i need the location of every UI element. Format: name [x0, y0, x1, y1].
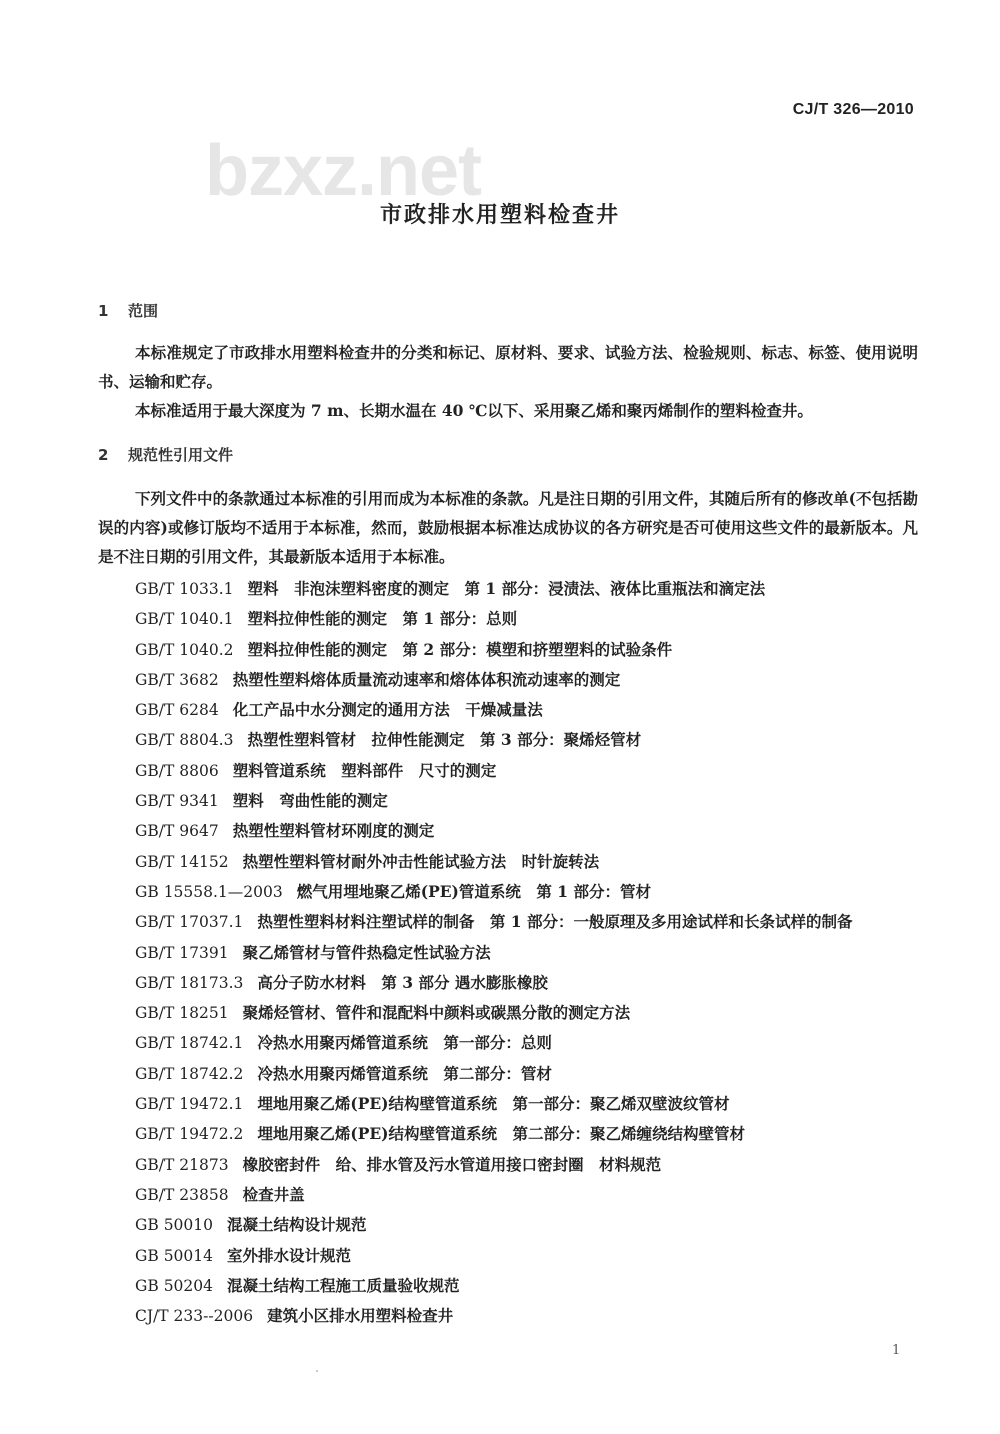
reference-title: 混凝土结构设计规范 — [227, 1215, 367, 1235]
reference-title: 塑料管道系统 塑料部件 尺寸的测定 — [232, 760, 497, 780]
reference-title: 聚乙烯管材与管件热稳定性试验方法 — [242, 942, 491, 962]
standard-code: CJ/T 326—2010 — [792, 101, 914, 118]
page-number: 1 — [892, 1343, 901, 1358]
reference-code: GB/T 6284 — [135, 701, 219, 720]
scan-artifact — [316, 1370, 318, 1372]
reference-code: GB/T 18742.1 — [135, 1034, 244, 1053]
reference-item — [98, 968, 918, 998]
reference-code: GB 15558.1—2003 — [135, 882, 283, 901]
reference-code: GB/T 1040.1 — [135, 610, 234, 629]
reference-code: CJ/T 233--2006 — [135, 1307, 254, 1326]
reference-item — [98, 1271, 918, 1301]
reference-title: 埋地用聚乙烯(PE)结构壁管道系统 第一部分：聚乙烯双壁波纹管材 — [257, 1094, 730, 1114]
reference-title: 塑料拉伸性能的测定 第 1 部分：总则 — [247, 609, 518, 629]
reference-title: 冷热水用聚丙烯管道系统 第二部分：管材 — [257, 1063, 552, 1083]
reference-title: 冷热水用聚丙烯管道系统 第一部分：总则 — [257, 1033, 552, 1053]
reference-code: GB/T 18251 — [135, 1004, 229, 1023]
reference-code: GB/T 8806 — [135, 761, 219, 780]
reference-list — [98, 574, 918, 1331]
reference-title: 热塑性塑料材料注塑试样的制备 第 1 部分：一般原理及多用途试样和长条试样的制备 — [257, 912, 853, 932]
reference-title: 塑料 非泡沫塑料密度的测定 第 1 部分：浸渍法、液体比重瓶法和滴定法 — [247, 579, 766, 598]
reference-item — [98, 1119, 918, 1149]
reference-title: 室外排水设计规范 — [227, 1245, 352, 1265]
reference-item — [98, 725, 918, 755]
reference-item — [98, 756, 918, 786]
reference-item — [98, 877, 918, 907]
reference-code: GB/T 17037.1 — [135, 913, 244, 932]
watermark: bzxz.net — [205, 131, 482, 211]
document-title: 市政排水用塑料检查井 — [379, 203, 620, 228]
reference-item — [98, 816, 918, 846]
reference-code: GB/T 23858 — [135, 1185, 229, 1204]
section-number: 1 — [98, 302, 109, 320]
section-title: 规范性引用文件 — [128, 446, 234, 464]
references-intro-paragraph: 下列文件中的条款通过本标准的引用而成为本标准的条款。凡是注日期的引用文件，其随后所有的修改单(不包括勘误的内容)或修订版均不适用于本标准，然而，鼓励根据本标准达成协议的各方研究是否可使用这些文件的最新版本。凡是不注日期的引用文件，其最新版本适用于本标准。 — [98, 489, 918, 566]
reference-code: GB/T 21873 — [135, 1155, 229, 1174]
reference-item — [98, 998, 918, 1028]
reference-title: 高分子防水材料 第 3 部分 遇水膨胀橡胶 — [257, 972, 548, 992]
reference-title: 热塑性塑料熔体质量流动速率和熔体体积流动速率的测定 — [232, 669, 621, 689]
reference-title: 热塑性塑料管材 拉伸性能测定 第 3 部分：聚烯烃管材 — [247, 730, 642, 750]
reference-title: 燃气用埋地聚乙烯(PE)管道系统 第 1 部分：管材 — [296, 881, 651, 901]
reference-title: 化工产品中水分测定的通用方法 干燥减量法 — [232, 700, 543, 720]
reference-item — [98, 1210, 918, 1240]
reference-code: GB/T 1040.2 — [135, 640, 234, 659]
reference-code: GB/T 18173.3 — [135, 973, 244, 992]
section-heading-scope — [98, 300, 158, 321]
section-number: 2 — [98, 446, 109, 464]
reference-item — [98, 847, 918, 877]
reference-item — [98, 574, 918, 604]
reference-code: GB/T 17391 — [135, 943, 229, 962]
reference-item — [98, 1028, 918, 1058]
reference-code: GB/T 14152 — [135, 852, 229, 871]
reference-code: GB/T 3682 — [135, 670, 219, 689]
reference-code: GB/T 8804.3 — [135, 731, 234, 750]
reference-code: GB 50014 — [135, 1246, 214, 1265]
scope-paragraph-2: 本标准适用于最大深度为 7 m、长期水温在 40 ℃以下、采用聚乙烯和聚丙烯制作的塑料检查井。 — [135, 401, 813, 420]
reference-item — [98, 1180, 918, 1210]
reference-item — [98, 1059, 918, 1089]
reference-code: GB/T 1033.1 — [135, 580, 234, 598]
reference-item — [98, 1241, 918, 1271]
reference-code: GB/T 19472.1 — [135, 1095, 244, 1114]
reference-item — [98, 695, 918, 725]
reference-code: GB/T 18742.2 — [135, 1064, 244, 1083]
reference-code: GB/T 19472.2 — [135, 1125, 244, 1144]
reference-title: 塑料 弯曲性能的测定 — [232, 791, 388, 811]
reference-title: 热塑性塑料管材耐外冲击性能试验方法 时针旋转法 — [242, 851, 600, 871]
section-title: 范围 — [128, 302, 159, 320]
reference-title: 混凝土结构工程施工质量验收规范 — [227, 1275, 460, 1295]
reference-item — [98, 1150, 918, 1180]
reference-code: GB 50204 — [135, 1276, 214, 1295]
reference-item — [98, 907, 918, 937]
reference-title: 聚烯烃管材、管件和混配料中颜料或碳黑分散的测定方法 — [242, 1003, 631, 1023]
reference-title: 热塑性塑料管材环刚度的测定 — [232, 821, 435, 841]
reference-item — [98, 635, 918, 665]
reference-code: GB/T 9647 — [135, 822, 219, 841]
reference-title: 建筑小区排水用塑料检查井 — [267, 1306, 454, 1326]
reference-code: GB/T 9341 — [135, 792, 219, 811]
section-heading-normative-references — [98, 444, 233, 465]
scope-paragraph-1: 本标准规定了市政排水用塑料检查井的分类和标记、原材料、要求、试验方法、检验规则、标志、标签、使用说明书、运输和贮存。 — [98, 343, 918, 391]
reference-item — [98, 1301, 918, 1331]
reference-code: GB 50010 — [135, 1216, 214, 1235]
reference-title: 检查井盖 — [242, 1184, 305, 1204]
reference-item — [98, 938, 918, 968]
reference-title: 埋地用聚乙烯(PE)结构壁管道系统 第二部分：聚乙烯缠绕结构壁管材 — [257, 1124, 745, 1144]
reference-item — [98, 786, 918, 816]
reference-item — [98, 1089, 918, 1119]
reference-title: 塑料拉伸性能的测定 第 2 部分：模塑和挤塑塑料的试验条件 — [247, 639, 673, 659]
reference-item — [98, 665, 918, 695]
reference-item — [98, 604, 918, 634]
reference-title: 橡胶密封件 给、排水管及污水管道用接口密封圈 材料规范 — [242, 1154, 662, 1174]
